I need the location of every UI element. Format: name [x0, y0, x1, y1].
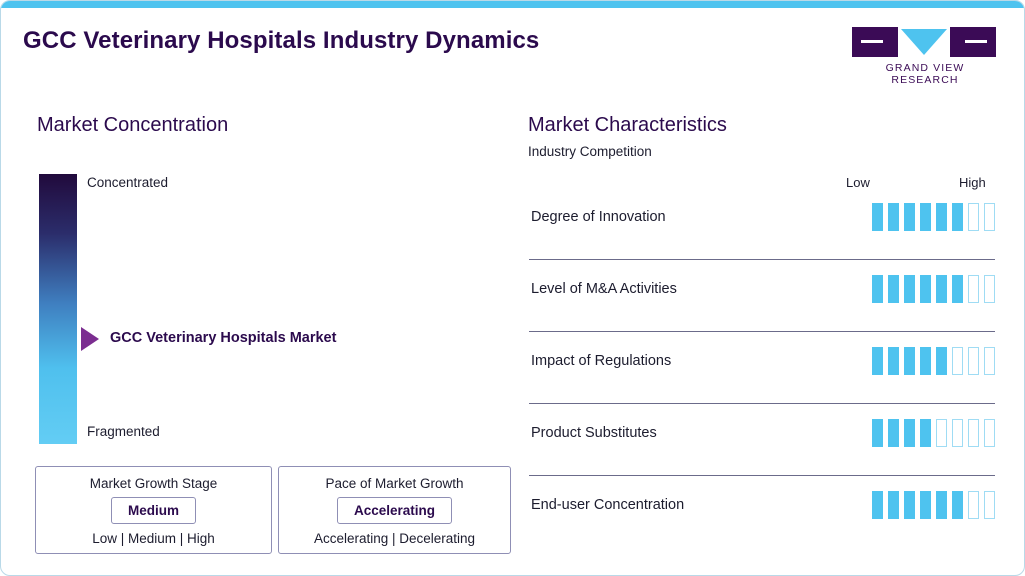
rating-segment-filled: [872, 203, 883, 231]
rating-segment-empty: [968, 419, 979, 447]
characteristic-label: End-user Concentration: [531, 497, 685, 513]
rating-segment-filled: [888, 419, 899, 447]
characteristic-rating-bars: [872, 275, 995, 303]
row-divider: [529, 475, 995, 476]
pace-of-market-growth-scale: Accelerating | Decelerating: [313, 531, 476, 546]
characteristic-label: Level of M&A Activities: [531, 281, 677, 297]
rating-segment-filled: [952, 491, 963, 519]
characteristic-row: [529, 409, 995, 481]
characteristic-rating-bars: [872, 491, 995, 519]
logo-blocks: [852, 27, 998, 57]
rating-segment-empty: [952, 419, 963, 447]
market-growth-stage-scale: Low | Medium | High: [92, 531, 215, 546]
row-divider: [529, 331, 995, 332]
rating-segment-empty: [984, 419, 995, 447]
rating-segment-filled: [936, 203, 947, 231]
market-position-label: GCC Veterinary Hospitals Market: [110, 330, 337, 346]
rating-segment-filled: [936, 491, 947, 519]
rating-segment-empty: [984, 491, 995, 519]
rating-segment-filled: [936, 347, 947, 375]
rating-segment-empty: [936, 419, 947, 447]
characteristic-rating-bars: [872, 347, 995, 375]
rating-segment-filled: [872, 419, 883, 447]
characteristic-row: [529, 265, 995, 337]
concentration-bottom-label: Fragmented: [87, 424, 160, 439]
rating-segment-empty: [968, 347, 979, 375]
characteristic-rating-bars: [872, 203, 995, 231]
rating-segment-filled: [920, 347, 931, 375]
rating-segment-filled: [904, 203, 915, 231]
logo-center-block: [901, 27, 947, 57]
rating-segment-empty: [984, 275, 995, 303]
rating-segment-filled: [920, 419, 931, 447]
characteristic-row: [529, 481, 995, 553]
pace-of-market-growth-title: Pace of Market Growth: [325, 476, 464, 491]
rating-segment-filled: [888, 347, 899, 375]
rating-segment-filled: [952, 203, 963, 231]
rating-segment-filled: [888, 491, 899, 519]
rating-segment-empty: [968, 203, 979, 231]
pace-of-market-growth-value: Accelerating: [337, 497, 452, 524]
market-characteristics-subheading: Industry Competition: [528, 144, 652, 159]
rating-segment-filled: [920, 275, 931, 303]
market-characteristics-heading: Market Characteristics: [528, 114, 727, 136]
rating-segment-empty: [984, 347, 995, 375]
rating-segment-empty: [968, 275, 979, 303]
market-growth-stage-title: Market Growth Stage: [89, 476, 218, 491]
rating-segment-filled: [936, 275, 947, 303]
rating-segment-filled: [904, 347, 915, 375]
market-position-marker-icon: [81, 327, 99, 351]
page-title: GCC Veterinary Hospitals Industry Dynamics: [23, 27, 540, 54]
logo-triangle-icon: [901, 29, 947, 55]
row-divider: [529, 259, 995, 260]
concentration-gradient-bar: [39, 174, 77, 444]
characteristic-label: Product Substitutes: [531, 425, 657, 441]
rating-segment-empty: [984, 203, 995, 231]
pace-of-market-growth-card: [278, 466, 511, 554]
top-accent-bar: [1, 1, 1024, 8]
market-growth-stage-card: [35, 466, 272, 554]
rating-segment-filled: [888, 203, 899, 231]
rating-segment-filled: [952, 275, 963, 303]
scale-high-label: High: [959, 175, 986, 190]
rating-segment-empty: [952, 347, 963, 375]
logo-text: GRAND VIEW RESEARCH: [885, 62, 965, 86]
concentration-top-label: Concentrated: [87, 175, 169, 190]
rating-segment-filled: [920, 491, 931, 519]
rating-segment-filled: [904, 275, 915, 303]
characteristic-row: [529, 193, 995, 265]
rating-segment-filled: [920, 203, 931, 231]
market-concentration-heading: Market Concentration: [37, 114, 229, 136]
rating-segment-filled: [872, 275, 883, 303]
row-divider: [529, 403, 995, 404]
rating-segment-empty: [968, 491, 979, 519]
rating-segment-filled: [904, 419, 915, 447]
market-growth-stage-value: Medium: [111, 497, 196, 524]
rating-segment-filled: [872, 491, 883, 519]
characteristic-rating-bars: [872, 419, 995, 447]
scale-low-label: Low: [846, 175, 870, 190]
characteristic-row: [529, 337, 995, 409]
rating-segment-filled: [888, 275, 899, 303]
characteristic-label: Impact of Regulations: [531, 353, 672, 369]
logo-left-block: [852, 27, 898, 57]
grand-view-research-logo: [852, 27, 998, 86]
rating-segment-filled: [904, 491, 915, 519]
characteristic-label: Degree of Innovation: [531, 209, 666, 225]
rating-segment-filled: [872, 347, 883, 375]
logo-right-block: [950, 27, 996, 57]
